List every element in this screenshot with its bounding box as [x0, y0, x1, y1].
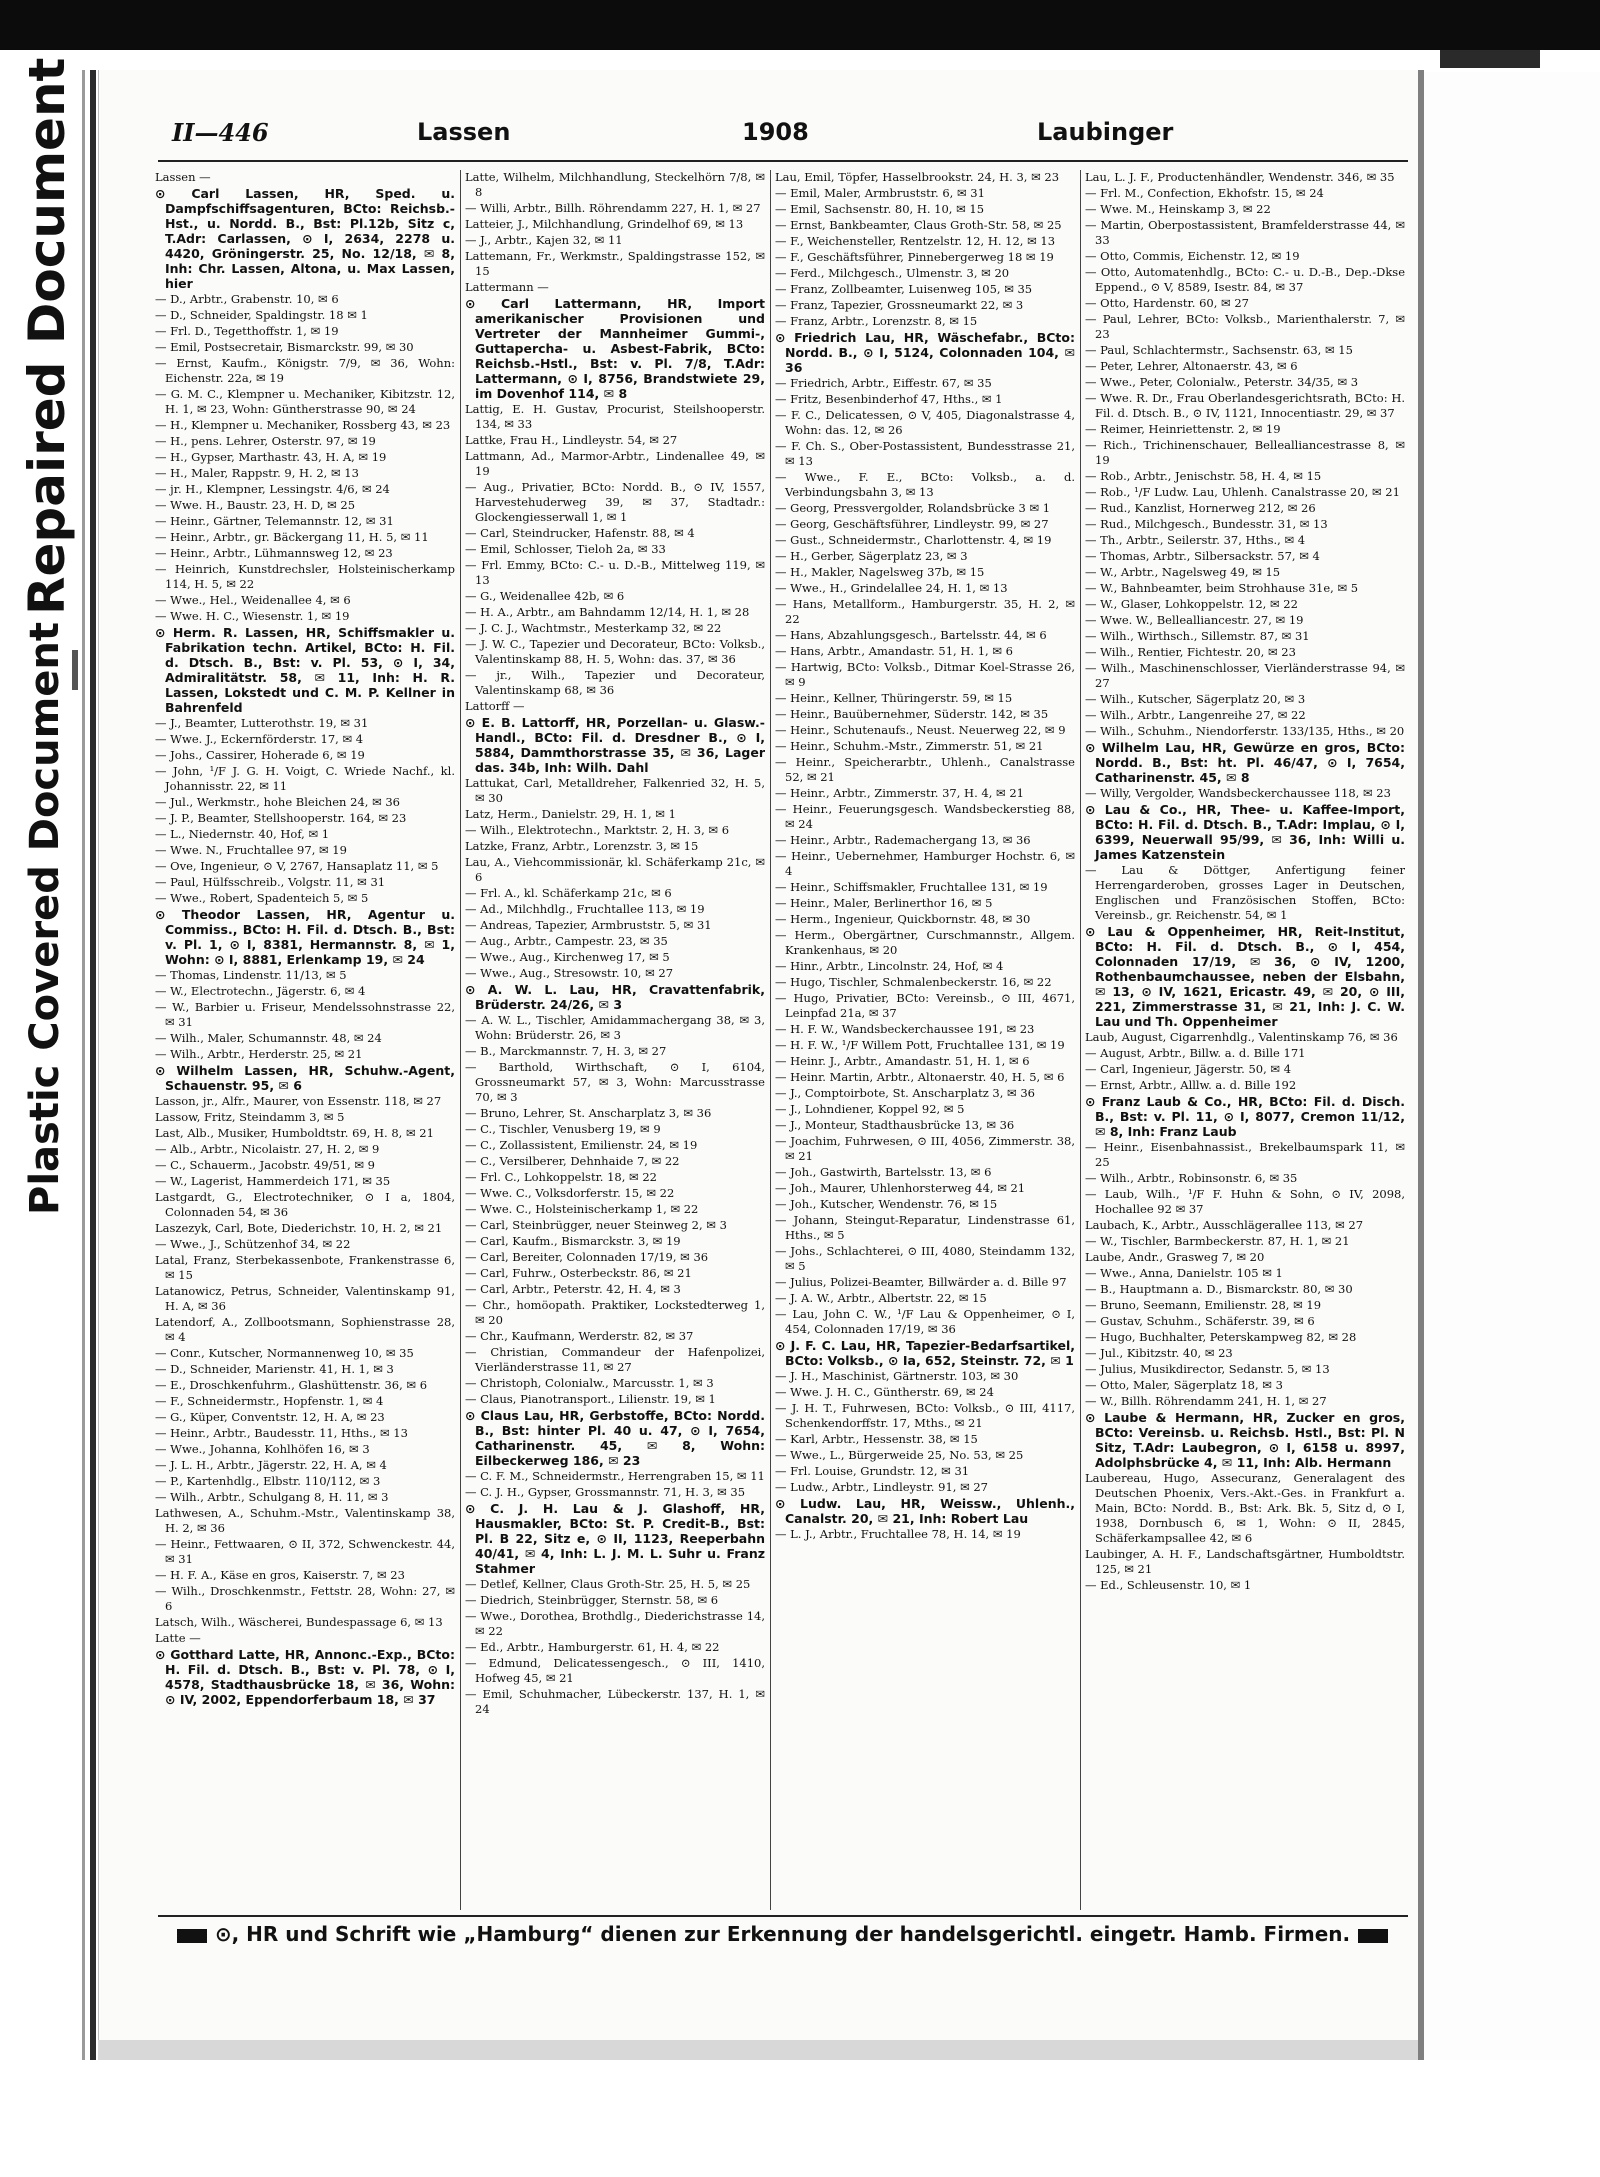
directory-year: 1908: [742, 118, 809, 146]
directory-entry: — W., Electrotechn., Jägerstr. 6, ✉ 4: [155, 984, 366, 998]
directory-entry: — Wwe., L., Bürgerweide 25, No. 53, ✉ 25: [775, 1448, 1024, 1462]
directory-entry: — Bruno, Seemann, Emilienstr. 28, ✉ 19: [1085, 1298, 1322, 1312]
directory-entry: — J., Lohndiener, Koppel 92, ✉ 5: [775, 1102, 965, 1116]
directory-entry: — Karl, Arbtr., Hessenstr. 38, ✉ 15: [775, 1432, 978, 1446]
directory-entry: — Reimer, Heinriettenstr. 2, ✉ 19: [1085, 422, 1281, 436]
directory-entry: — Wilh., Arbtr., Schulgang 8, H. 11, ✉ 3: [155, 1490, 389, 1504]
directory-entry: — W., Glaser, Lohkoppelstr. 12, ✉ 22: [1085, 597, 1298, 611]
directory-entry: — Wwe. W., Bellealliancestr. 27, ✉ 19: [1085, 613, 1304, 627]
directory-entry: Lattukat, Carl, Metalldreher, Falkenried 32, H. 5, ✉ 30: [465, 776, 765, 805]
directory-entry: — Wwe. C., Volksdorferstr. 15, ✉ 22: [465, 1186, 675, 1200]
directory-entry: — Wilh., Rentier, Fichtestr. 20, ✉ 23: [1085, 645, 1296, 659]
directory-entry: — Johs., Cassirer, Hoherade 6, ✉ 19: [155, 748, 365, 762]
directory-entry: — Willi, Arbtr., Billh. Röhrendamm 227, H. 1, ✉ 27: [465, 201, 761, 215]
directory-entry: — C., Zollassistent, Emilienstr. 24, ✉ 19: [465, 1138, 698, 1152]
directory-entry: — H., pens. Lehrer, Osterstr. 97, ✉ 19: [155, 434, 376, 448]
directory-entry: — Carl, Bereiter, Colonnaden 17/19, ✉ 36: [465, 1250, 709, 1264]
directory-entry: — Franz, Tapezier, Grossneumarkt 22, ✉ 3: [775, 298, 1024, 312]
directory-entry: — Heinr., Maler, Berlinerthor 16, ✉ 5: [775, 896, 993, 910]
directory-entry: — Christoph, Colonialw., Marcusstr. 1, ✉ 3: [465, 1376, 714, 1390]
directory-entry: — Heinr. J., Arbtr., Amandastr. 51, H. 1, ✉ 6: [775, 1054, 1030, 1068]
directory-entry: — B., Hauptmann a. D., Bismarckstr. 80, ✉ 30: [1085, 1282, 1353, 1296]
directory-entry: — Thomas, Arbtr., Silbersackstr. 57, ✉ 4: [1085, 549, 1320, 563]
directory-entry: Latendorf, A., Zollbootsmann, Sophienstrasse 28, ✉ 4: [155, 1315, 455, 1344]
directory-entry: Laub, August, Cigarrenhdlg., Valentinskamp 76, ✉ 36: [1085, 1030, 1398, 1044]
directory-entry: Latsch, Wilh., Wäscherei, Bundespassage 6, ✉ 13: [155, 1615, 443, 1629]
directory-entry: — Joh., Gastwirth, Bartelsstr. 13, ✉ 6: [775, 1165, 992, 1179]
directory-entry: — Carl, Steinbrügger, neuer Steinweg 2, ✉ 3: [465, 1218, 727, 1232]
directory-entry: — Wwe., Peter, Colonialw., Peterstr. 34/35, ✉ 3: [1085, 375, 1359, 389]
directory-entry: — Jul., Werkmstr., hohe Bleichen 24, ✉ 36: [155, 795, 400, 809]
directory-entry: — D., Arbtr., Grabenstr. 10, ✉ 6: [155, 292, 339, 306]
directory-entry: — Conr., Kutscher, Normannenweg 10, ✉ 35: [155, 1346, 414, 1360]
directory-entry: — Frl. C., Lohkoppelstr. 18, ✉ 22: [465, 1170, 657, 1184]
directory-entry: — F. C., Delicatessen, ⊙ V, 405, Diagonalstrasse 4, Wohn: das. 12, ✉ 26: [775, 408, 1075, 437]
column-divider: [770, 170, 771, 1910]
directory-entry: — J., Arbtr., Kajen 32, ✉ 11: [465, 233, 623, 247]
directory-entry: — Wwe. H. C., Wiesenstr. 1, ✉ 19: [155, 609, 350, 623]
directory-entry: — Wwe. N., Fruchtallee 97, ✉ 19: [155, 843, 347, 857]
directory-entry: — J. H., Maschinist, Gärtnerstr. 103, ✉ 30: [775, 1369, 1019, 1383]
directory-entry: — Wilh., Arbtr., Langenreihe 27, ✉ 22: [1085, 708, 1306, 722]
directory-entry: — Heinr., Bauübernehmer, Süderstr. 142, ✉ 35: [775, 707, 1049, 721]
directory-entry: — A. W. L., Tischler, Amidammachergang 38, ✉ 3, Wohn: Brüderstr. 26, ✉ 3: [465, 1013, 765, 1042]
directory-entry: ⊙ Friedrich Lau, HR, Wäschefabr., BCto: Nordd. B., ⊙ I, 5124, Colonnaden 104, ✉ 36: [775, 330, 1075, 375]
directory-entry: — Ferd., Milchgesch., Ulmenstr. 3, ✉ 20: [775, 266, 1010, 280]
directory-entry: — E., Droschkenfuhrm., Glashüttenstr. 36, ✉ 6: [155, 1378, 428, 1392]
directory-entry: — Chr., homöopath. Praktiker, Lockstedterweg 1, ✉ 20: [465, 1298, 765, 1327]
directory-entry: — Carl, Kaufm., Bismarckstr. 3, ✉ 19: [465, 1234, 681, 1248]
directory-entry: — Heinr., Arbtr., Zimmerstr. 37, H. 4, ✉ 21: [775, 786, 1024, 800]
directory-entry: — Julius, Musikdirector, Sedanstr. 5, ✉ 13: [1085, 1362, 1330, 1376]
pointing-hand-icon: [177, 1929, 207, 1943]
directory-entry: — Franz, Zollbeamter, Luisenweg 105, ✉ 35: [775, 282, 1033, 296]
directory-entry: Lattemann, Fr., Werkmstr., Spaldingstrasse 152, ✉ 15: [465, 249, 765, 278]
directory-entry: — Emil, Postsecretair, Bismarckstr. 99, ✉ 30: [155, 340, 414, 354]
directory-entry: — Heinr., Arbtr., Rademachergang 13, ✉ 36: [775, 833, 1031, 847]
column-divider: [460, 170, 461, 1910]
directory-entry: — Wilh., Arbtr., Robinsonstr. 6, ✉ 35: [1085, 1171, 1298, 1185]
directory-entry: — Carl, Arbtr., Peterstr. 42, H. 4, ✉ 3: [465, 1282, 681, 1296]
directory-entry: — Wwe., F. E., BCto: Volksb., a. d. Verbindungsbahn 3, ✉ 13: [775, 470, 1075, 499]
directory-entry: — Edmund, Delicatessengesch., ⊙ III, 1410, Hofweg 45, ✉ 21: [465, 1656, 765, 1685]
directory-entry: — Wilh., Droschkenmstr., Fettstr. 28, Wohn: 27, ✉ 6: [155, 1584, 455, 1613]
directory-entry: — Fritz, Besenbinderhof 47, Hths., ✉ 1: [775, 392, 1003, 406]
directory-entry: — Wwe. C., Holsteinischerkamp 1, ✉ 22: [465, 1202, 699, 1216]
directory-entry: — Emil, Maler, Armbruststr. 6, ✉ 31: [775, 186, 985, 200]
directory-entry: ⊙ Gotthard Latte, HR, Annonc.-Exp., BCto: H. Fil. d. Dtsch. B., Bst: v. Pl. 78, ⊙ I, 4578, Stadthausbrücke 18, ✉ 36, Wohn: ⊙ IV, 2002, Eppendorferbaum 18, ✉ 37: [155, 1647, 455, 1707]
directory-entry: — Laub, Wilh., ¹/F F. Huhn & Sohn, ⊙ IV, 2098, Hochallee 92 ✉ 37: [1085, 1187, 1405, 1216]
directory-entry: — Heinr., Gärtner, Telemannstr. 12, ✉ 31: [155, 514, 394, 528]
adjacent-page: [1424, 72, 1600, 2060]
directory-entry: — Frl. Louise, Grundstr. 12, ✉ 31: [775, 1464, 970, 1478]
directory-entry: — F., Geschäftsführer, Pinnebergerweg 18 ✉ 19: [775, 250, 1054, 264]
directory-entry: Lau, A., Viehcommissionär, kl. Schäferkamp 21c, ✉ 6: [465, 855, 765, 884]
directory-entry: — F. Ch. S., Ober-Postassistent, Bundesstrasse 21, ✉ 13: [775, 439, 1075, 468]
directory-entry: — Georg, Pressvergolder, Rolandsbrücke 3 ✉ 1: [775, 501, 1051, 515]
directory-entry: ⊙ Carl Lassen, HR, Sped. u. Dampfschiffsagenturen, BCto: Reichsb.-Hst., u. Nordd. B., Bst: Pl.12b, Sitz c, T.Adr: Carlassen, ⊙ I, 2634, 2278 u. 4420, Gröningerstr. 25, No. 12/18, ✉ 8, Inh: Chr. Lassen, Altona, u. Max Lassen, hier: [155, 186, 455, 291]
directory-entry: — Heinr., Schuhm.-Mstr., Zimmerstr. 51, ✉ 21: [775, 739, 1044, 753]
directory-entry: — H., Maler, Rappstr. 9, H. 2, ✉ 13: [155, 466, 359, 480]
column-2: [465, 170, 765, 1910]
footer-rule: [158, 1915, 1408, 1917]
directory-entry: Last, Alb., Musiker, Humboldtstr. 69, H. 8, ✉ 21: [155, 1126, 434, 1140]
directory-entry: — Heinr., Arbtr., Lühmannsweg 12, ✉ 23: [155, 546, 393, 560]
directory-entry: — August, Arbtr., Billw. a. d. Bille 171: [1085, 1046, 1306, 1060]
directory-entry: Laubach, K., Arbtr., Ausschlägerallee 113, ✉ 27: [1085, 1218, 1364, 1232]
directory-entry: — W., Lagerist, Hammerdeich 171, ✉ 35: [155, 1174, 391, 1188]
directory-entry: — Andreas, Tapezier, Armbruststr. 5, ✉ 31: [465, 918, 712, 932]
directory-entry: — Heinrich, Kunstdrechsler, Holsteinischerkamp 114, H. 5, ✉ 22: [155, 562, 455, 591]
directory-entry: — Wwe., Aug., Kirchenweg 17, ✉ 5: [465, 950, 670, 964]
directory-entry: — Gust., Schneidermstr., Charlottenstr. 4, ✉ 19: [775, 533, 1052, 547]
directory-entry: — Emil, Sachsenstr. 80, H. 10, ✉ 15: [775, 202, 985, 216]
directory-entry: ⊙ Wilhelm Lau, HR, Gewürze en gros, BCto: Nordd. B., Bst: ht. Pl. 46/47, ⊙ I, 7654, Catharinenstr. 45, ✉ 8: [1085, 740, 1405, 785]
running-head: [172, 118, 1412, 152]
side-tab-marker: [72, 650, 78, 690]
directory-entry: — Frl. D., Tegetthoffstr. 1, ✉ 19: [155, 324, 339, 338]
directory-entry: ⊙ A. W. L. Lau, HR, Cravattenfabrik, Brüderstr. 24/26, ✉ 3: [465, 982, 765, 1012]
directory-entry: ⊙ J. F. C. Lau, HR, Tapezier-Bedarfsartikel, BCto: Volksb., ⊙ Ia, 652, Steinstr. 72, ✉ 1: [775, 1338, 1075, 1368]
pointing-hand-icon: [1358, 1929, 1388, 1943]
directory-entry: — Julius, Polizei-Beamter, Billwärder a. d. Bille 97: [775, 1275, 1067, 1289]
directory-entry: — Herm., Obergärtner, Curschmannstr., Allgem. Krankenhaus, ✉ 20: [775, 928, 1075, 957]
directory-entry: — Carl, Ingenieur, Jägerstr. 50, ✉ 4: [1085, 1062, 1292, 1076]
directory-entry: — Ad., Milchhdlg., Fruchtallee 113, ✉ 19: [465, 902, 705, 916]
directory-entry: — Otto, Hardenstr. 60, ✉ 27: [1085, 296, 1249, 310]
directory-entry: — D., Schneider, Marienstr. 41, H. 1, ✉ 3: [155, 1362, 394, 1376]
directory-entry: — Gustav, Schuhm., Schäferstr. 39, ✉ 6: [1085, 1314, 1315, 1328]
directory-entry: — Hans, Metallform., Hamburgerstr. 35, H. 2, ✉ 22: [775, 597, 1075, 626]
directory-entry: Lattmann, Ad., Marmor-Arbtr., Lindenallee 49, ✉ 19: [465, 449, 765, 478]
directory-entry: — Emil, Schlosser, Tieloh 2a, ✉ 33: [465, 542, 666, 556]
directory-entry: — Wwe., Anna, Danielstr. 105 ✉ 1: [1085, 1266, 1283, 1280]
directory-entry: — Wilh., Maschinenschlosser, Vierländerstrasse 94, ✉ 27: [1085, 661, 1405, 690]
directory-entry: — Johann, Steingut-Reparatur, Lindenstrasse 61, Hths., ✉ 5: [775, 1213, 1075, 1242]
directory-entry: — Heinr., Schutenaufs., Neust. Neuerweg 22, ✉ 9: [775, 723, 1066, 737]
directory-entry: — Martin, Oberpostassistent, Bramfelderstrasse 44, ✉ 33: [1085, 218, 1405, 247]
directory-entry: — W., Arbtr., Nagelsweg 49, ✉ 15: [1085, 565, 1281, 579]
directory-entry: — Wwe., Johanna, Kohlhöfen 16, ✉ 3: [155, 1442, 370, 1456]
directory-entry: — C. J. H., Gypser, Grossmannstr. 71, H. 3, ✉ 35: [465, 1485, 746, 1499]
directory-entry: — F., Schneidermstr., Hopfenstr. 1, ✉ 4: [155, 1394, 384, 1408]
last-entry-word: Laubinger: [1037, 118, 1174, 146]
directory-entry: — Claus, Pianotransport., Lilienstr. 19, ✉ 1: [465, 1392, 716, 1406]
directory-entry: — Otto, Commis, Eichenstr. 12, ✉ 19: [1085, 249, 1300, 263]
directory-entry: — H., Gerber, Sägerplatz 23, ✉ 3: [775, 549, 968, 563]
directory-entry: Latz, Herm., Danielstr. 29, H. 1, ✉ 1: [465, 807, 676, 821]
directory-entry: — Ernst, Bankbeamter, Claus Groth-Str. 58, ✉ 25: [775, 218, 1062, 232]
directory-entry: Laubinger, A. H. F., Landschaftsgärtner, Humboldtstr. 125, ✉ 21: [1085, 1547, 1405, 1576]
directory-entry: — Herm., Ingenieur, Quickbornstr. 48, ✉ 30: [775, 912, 1031, 926]
directory-entry: — Heinr., Kellner, Thüringerstr. 59, ✉ 15: [775, 691, 1013, 705]
directory-entry: — Ed., Schleusenstr. 10, ✉ 1: [1085, 1578, 1252, 1592]
directory-entry: — G., Weidenallee 42b, ✉ 6: [465, 589, 625, 603]
directory-entry: Latal, Franz, Sterbekassenbote, Frankenstrasse 6, ✉ 15: [155, 1253, 455, 1282]
directory-entry: — Ed., Arbtr., Hamburgerstr. 61, H. 4, ✉ 22: [465, 1640, 720, 1654]
directory-entry: — Paul, Lehrer, BCto: Volksb., Marienthalerstr. 7, ✉ 23: [1085, 312, 1405, 341]
scanner-tab: [1440, 50, 1540, 68]
directory-entry: — Wwe., Hel., Weidenallee 4, ✉ 6: [155, 593, 351, 607]
directory-entry: — C., Schauerm., Jacobstr. 49/51, ✉ 9: [155, 1158, 375, 1172]
directory-entry: — H., Makler, Nagelsweg 37b, ✉ 15: [775, 565, 985, 579]
directory-entry: — Willy, Vergolder, Wandsbeckerchaussee 118, ✉ 23: [1085, 786, 1391, 800]
directory-entry: ⊙ Ludw. Lau, HR, Weissw., Uhlenh., Canalstr. 20, ✉ 21, Inh: Robert Lau: [775, 1496, 1075, 1526]
directory-entry: — Hugo, Tischler, Schmalenbeckerstr. 16, ✉ 22: [775, 975, 1052, 989]
header-rule: [158, 160, 1408, 162]
directory-entry: ⊙ Carl Lattermann, HR, Import amerikanischer Provisionen und Vertreter der Mannheimer Gummi-, Guttapercha- u. Asbest-Fabrik, BCto: Reichsb.-Hstl., Bst: v. Pl. 7/8, T.Adr: Lattermann, ⊙ I, 8756, Brandstwiete 29, im Dovenhof 114, ✉ 8: [465, 296, 765, 401]
directory-entry: — J., Comptoirbote, St. Anscharplatz 3, ✉ 36: [775, 1086, 1035, 1100]
scanner-top-band: [0, 0, 1600, 50]
directory-entry: Latanowicz, Petrus, Schneider, Valentinskamp 91, H. A, ✉ 36: [155, 1284, 455, 1313]
directory-entry: — G. M. C., Klempner u. Mechaniker, Kibitzstr. 12, H. 1, ✉ 23, Wohn: Güntherstrasse 90, ✉ 24: [155, 387, 455, 416]
directory-entry: — J. C. J., Wachtmstr., Mesterkamp 32, ✉ 22: [465, 621, 722, 635]
directory-entry: Lathwesen, A., Schuhm.-Mstr., Valentinskamp 38, H. 2, ✉ 36: [155, 1506, 455, 1535]
directory-entry: — Wwe., Robert, Spadenteich 5, ✉ 5: [155, 891, 369, 905]
directory-entry: — jr., Wilh., Tapezier und Decorateur, Valentinskamp 68, ✉ 36: [465, 668, 765, 697]
directory-entry: — Heinr., Fettwaaren, ⊙ II, 372, Schwenckestr. 44, ✉ 31: [155, 1537, 455, 1566]
directory-entry: — Hinr., Arbtr., Lincolnstr. 24, Hof, ✉ 4: [775, 959, 1004, 973]
directory-entry: — Johs., Schlachterei, ⊙ III, 4080, Steindamm 132, ✉ 5: [775, 1244, 1075, 1273]
directory-entry: — J., Monteur, Stadthausbrücke 13, ✉ 36: [775, 1118, 1015, 1132]
directory-entry: — Wwe., Dorothea, Brothdlg., Diederichstrasse 14, ✉ 22: [465, 1609, 765, 1638]
directory-entry: ⊙ Claus Lau, HR, Gerbstoffe, BCto: Nordd. B., Bst: hinter Pl. 40 u. 47, ⊙ I, 7654, Catharinenstr. 45, ✉ 8, Wohn: Eilbeckerweg 186, ✉ 23: [465, 1408, 765, 1468]
directory-entry: — W., Tischler, Barmbeckerstr. 87, H. 1, ✉ 21: [1085, 1234, 1350, 1248]
directory-entry: — Hartwig, BCto: Volksb., Ditmar Koel-Strasse 26, ✉ 9: [775, 660, 1075, 689]
directory-entry: — Friedrich, Arbtr., Eiffestr. 67, ✉ 35: [775, 376, 992, 390]
directory-entry: — Alb., Arbtr., Nicolaistr. 27, H. 2, ✉ 9: [155, 1142, 380, 1156]
directory-entry: — W., Barbier u. Friseur, Mendelssohnstrasse 22, ✉ 31: [155, 1000, 455, 1029]
directory-entry: — Wilh., Arbtr., Herderstr. 25, ✉ 21: [155, 1047, 363, 1061]
directory-entry: Lattig, E. H. Gustav, Procurist, Steilshooperstr. 134, ✉ 33: [465, 402, 765, 431]
directory-entry: — Wilh., Maler, Schumannstr. 48, ✉ 24: [155, 1031, 382, 1045]
directory-entry: — W., Billh. Röhrendamm 241, H. 1, ✉ 27: [1085, 1394, 1327, 1408]
directory-entry: — H., Klempner u. Mechaniker, Rossberg 43, ✉ 23: [155, 418, 451, 432]
directory-entry: — H., Gypser, Marthastr. 43, H. A, ✉ 19: [155, 450, 387, 464]
directory-entry: — Hans, Arbtr., Amandastr. 51, H. 1, ✉ 6: [775, 644, 1013, 658]
directory-entry: — Heinr., Arbtr., gr. Bäckergang 11, H. 5, ✉ 11: [155, 530, 429, 544]
page-number: II—446: [172, 118, 269, 147]
column-4: [1085, 170, 1405, 1910]
first-entry-word: Lassen: [417, 118, 511, 146]
column-divider: [1080, 170, 1081, 1910]
directory-entry: Laube, Andr., Grasweg 7, ✉ 20: [1085, 1250, 1265, 1264]
directory-entry: — Thomas, Lindenstr. 11/13, ✉ 5: [155, 968, 347, 982]
directory-entry: — Heinr. Martin, Arbtr., Altonaerstr. 40, H. 5, ✉ 6: [775, 1070, 1065, 1084]
directory-entry: ⊙ Herm. R. Lassen, HR, Schiffsmakler u. Fabrikation techn. Artikel, BCto: H. Fil. d. Dtsch. B., Bst: v. Pl. 53, ⊙ I, 34, Admiralitätstr. 58, ✉ 11, Inh: H. R. Lassen, Lokstedt und C. M. P. Kellner in Bahrenfeld: [155, 625, 455, 715]
directory-entry: — Wilh., Elektrotechn., Marktstr. 2, H. 3, ✉ 6: [465, 823, 730, 837]
directory-entry: — Detlef, Kellner, Claus Groth-Str. 25, H. 5, ✉ 25: [465, 1577, 751, 1591]
directory-entry: — Lau, John C. W., ¹/F Lau & Oppenheimer, ⊙ I, 454, Colonnaden 17/19, ✉ 36: [775, 1307, 1075, 1336]
directory-entry: Latte, Wilhelm, Milchhandlung, Steckelhörn 7/8, ✉ 8: [465, 170, 765, 199]
repaired-document-label: Repaired Document: [18, 57, 76, 615]
directory-columns: [155, 170, 1410, 1910]
directory-entry: — L. J., Arbtr., Fruchtallee 78, H. 14, ✉ 19: [775, 1527, 1021, 1541]
directory-entry: — Otto, Maler, Sägerplatz 18, ✉ 3: [1085, 1378, 1283, 1392]
directory-entry: — Aug., Arbtr., Campestr. 23, ✉ 35: [465, 934, 668, 948]
directory-entry: — Th., Arbtr., Seilerstr. 37, Hths., ✉ 4: [1085, 533, 1306, 547]
directory-entry: — Hugo, Privatier, BCto: Vereinsb., ⊙ III, 4671, Leinpfad 21a, ✉ 37: [775, 991, 1075, 1020]
directory-entry: ⊙ Lau & Oppenheimer, HR, Reit-Institut, BCto: H. Fil. d. Dtsch. B., ⊙ I, 454, Colonnaden 17/19, ✉ 36, ⊙ IV, 1200, Rothenbaumchaussee, neben der Elsbahn, ✉ 13, ⊙ IV, 1621, Ericastr. 49, ✉ 20, ⊙ III, 221, Zimmerstrasse 31, ✉ 21, Inh: J. C. W. Lau und Th. Oppenheimer: [1085, 924, 1405, 1029]
directory-entry: Latzke, Franz, Arbtr., Lorenzstr. 3, ✉ 15: [465, 839, 699, 853]
directory-entry: — Joh., Kutscher, Wendenstr. 76, ✉ 15: [775, 1197, 998, 1211]
directory-entry: Lastgardt, G., Electrotechniker, ⊙ I a, 1804, Colonnaden 54, ✉ 36: [155, 1190, 455, 1219]
directory-entry: — Frl. M., Confection, Ekhofstr. 15, ✉ 24: [1085, 186, 1324, 200]
directory-entry: — J. L. H., Arbtr., Jägerstr. 22, H. A, ✉ 4: [155, 1458, 387, 1472]
directory-entry: — Wwe. J. H. C., Güntherstr. 69, ✉ 24: [775, 1385, 994, 1399]
page-bottom-shadow: [98, 2040, 1418, 2060]
directory-entry: — Ernst, Arbtr., Alllw. a. d. Bille 192: [1085, 1078, 1297, 1092]
directory-entry: — Paul, Hülfsschreib., Volgstr. 11, ✉ 31: [155, 875, 386, 889]
directory-entry: — Heinr., Arbtr., Baudesstr. 11, Hths., ✉ 13: [155, 1426, 408, 1440]
directory-entry: — B., Marckmannstr. 7, H. 3, ✉ 27: [465, 1044, 667, 1058]
directory-entry: — Rob., ¹/F Ludw. Lau, Uhlenh. Canalstrasse 20, ✉ 21: [1085, 485, 1400, 499]
directory-entry: Laszezyk, Carl, Bote, Diederichstr. 10, H. 2, ✉ 21: [155, 1221, 443, 1235]
directory-entry: — Otto, Automatenhdlg., BCto: C.- u. D.-B., Dep.-Dkse Eppend., ⊙ V, 8589, Isestr. 84, ✉ 37: [1085, 265, 1405, 294]
directory-entry: Laubereau, Hugo, Assecuranz, Generalagent des Deutschen Phoenix, Vers.-Akt.-Ges. in Frankfurt a. Main, BCto: Nordd. B., Bst: Ark. Bk. 5, Sitz d, ⊙ I, 1938, Dornbusch 6, ✉ 1, Wohn: ⊙ II, 2845, Schäferkampsallee 42, ✉ 6: [1085, 1471, 1405, 1545]
directory-entry: — Heinr., Eisenbahnassist., Brekelbaumspark 11, ✉ 25: [1085, 1140, 1405, 1169]
directory-entry: — Carl, Fuhrw., Osterbeckstr. 86, ✉ 21: [465, 1266, 692, 1280]
footer-text: ⊙, HR und Schrift wie „Hamburg“ dienen zur Erkennung der handelsgerichtl. eingetr. Hamb. Firmen.: [214, 1922, 1351, 1946]
directory-entry: — H. F. W., ¹/F Willem Pott, Fruchtallee 131, ✉ 19: [775, 1038, 1065, 1052]
directory-entry: — Christian, Commandeur der Hafenpolizei, Vierländerstrasse 11, ✉ 27: [465, 1345, 765, 1374]
directory-entry: — Heinr., Schiffsmakler, Fruchtallee 131, ✉ 19: [775, 880, 1048, 894]
directory-entry: — Frl. A., kl. Schäferkamp 21c, ✉ 6: [465, 886, 672, 900]
directory-entry: — Ernst, Kaufm., Königstr. 7/9, ✉ 36, Wohn: Eichenstr. 22a, ✉ 19: [155, 356, 455, 385]
directory-entry: — Carl, Steindrucker, Hafenstr. 88, ✉ 4: [465, 526, 695, 540]
directory-entry: — Franz, Arbtr., Lorenzstr. 8, ✉ 15: [775, 314, 978, 328]
directory-entry: — H. F. A., Käse en gros, Kaiserstr. 7, ✉ 23: [155, 1568, 405, 1582]
directory-entry: — Heinr., Feuerungsgesch. Wandsbeckerstieg 88, ✉ 24: [775, 802, 1075, 831]
directory-entry: — Hans, Abzahlungsgesch., Bartelsstr. 44, ✉ 6: [775, 628, 1047, 642]
directory-entry: — Frl. Emmy, BCto: C.- u. D.-B., Mittelweg 119, ✉ 13: [465, 558, 765, 587]
directory-entry: — Ludw., Arbtr., Lindleystr. 91, ✉ 27: [775, 1480, 988, 1494]
directory-entry: ⊙ Lau & Co., HR, Thee- u. Kaffee-Import, BCto: H. Fil. d. Dtsch. B., T.Adr: Implau, ⊙ I, 6399, Neuerwall 95/99, ✉ 36, Inh: Willi u. James Katzenstein: [1085, 802, 1405, 862]
directory-entry: Latteier, J., Milchhandlung, Grindelhof 69, ✉ 13: [465, 217, 744, 231]
directory-entry: Lasson, jr., Alfr., Maurer, von Essenstr. 118, ✉ 27: [155, 1094, 442, 1108]
directory-entry: — Rud., Kanzlist, Hornerweg 212, ✉ 26: [1085, 501, 1316, 515]
directory-entry: — Georg, Geschäftsführer, Lindleystr. 99, ✉ 27: [775, 517, 1049, 531]
directory-entry: ⊙ Wilhelm Lassen, HR, Schuhw.-Agent, Schauenstr. 95, ✉ 6: [155, 1063, 455, 1093]
directory-entry: Lattke, Frau H., Lindleystr. 54, ✉ 27: [465, 433, 678, 447]
directory-entry: — Wilh., Schuhm., Niendorferstr. 133/135, Hths., ✉ 20: [1085, 724, 1405, 738]
directory-entry: — Peter, Lehrer, Altonaerstr. 43, ✉ 6: [1085, 359, 1298, 373]
directory-entry: — G., Küper, Conventstr. 12, H. A, ✉ 23: [155, 1410, 385, 1424]
directory-entry: — Wwe. M., Heinskamp 3, ✉ 22: [1085, 202, 1271, 216]
directory-entry: — Hugo, Buchhalter, Peterskampweg 82, ✉ 28: [1085, 1330, 1357, 1344]
directory-entry: — J. H. T., Fuhrwesen, BCto: Volksb., ⊙ III, 4117, Schenkendorffstr. 17, Mths., ✉ 21: [775, 1401, 1075, 1430]
directory-entry: ⊙ Franz Laub & Co., HR, BCto: Fil. d. Disch. B., Bst: v. Pl. 11, ⊙ I, 8077, Cremon 11/12, ✉ 8, Inh: Franz Laub: [1085, 1094, 1405, 1139]
directory-entry: — C. F. M., Schneidermstr., Herrengraben 15, ✉ 11: [465, 1469, 765, 1483]
directory-entry: — D., Schneider, Spaldingstr. 18 ✉ 1: [155, 308, 368, 322]
directory-entry: — C., Versilberer, Dehnhaide 7, ✉ 22: [465, 1154, 680, 1168]
directory-entry: — Wilh., Wirthsch., Sillemstr. 87, ✉ 31: [1085, 629, 1310, 643]
directory-entry: — Barthold, Wirthschaft, ⊙ I, 6104, Grossneumarkt 57, ✉ 3, Wohn: Marcusstrasse 70, ✉ 3: [465, 1060, 765, 1104]
directory-entry: — Wwe., H., Grindelallee 24, H. 1, ✉ 13: [775, 581, 1008, 595]
directory-entry: — Joh., Maurer, Uhlenhorsterweg 44, ✉ 21: [775, 1181, 1026, 1195]
directory-entry: Lau, Emil, Töpfer, Hasselbrookstr. 24, H. 3, ✉ 23: [775, 170, 1060, 184]
directory-entry: — John, ¹/F J. G. H. Voigt, C. Wriede Nachf., kl. Johannisstr. 22, ✉ 11: [155, 764, 455, 793]
directory-entry: — Aug., Privatier, BCto: Nordd. B., ⊙ IV, 1557, Harvestehuderweg 39, ✉ 37, Stadtadr.: Glockengiesserwall 1, ✉ 1: [465, 480, 765, 524]
directory-entry: ⊙ E. B. Lattorff, HR, Porzellan- u. Glasw.-Handl., BCto: Fil. d. Dresdner B., ⊙ I, 5884, Dammthorstrasse 35, ✉ 36, Lager das. 34b, Inh: Wilh. Dahl: [465, 715, 765, 775]
column-3: [775, 170, 1075, 1910]
directory-entry: Lau, L. J. F., Productenhändler, Wendenstr. 346, ✉ 35: [1085, 170, 1395, 184]
directory-entry: — H. F. W., Wandsbeckerchaussee 191, ✉ 23: [775, 1022, 1035, 1036]
directory-entry: — Wwe., J., Schützenhof 34, ✉ 22: [155, 1237, 351, 1251]
directory-entry: — Paul, Schlachtermstr., Sachsenstr. 63, ✉ 15: [1085, 343, 1353, 357]
directory-entry: — Diedrich, Steinbrügger, Sternstr. 58, ✉ 6: [465, 1593, 719, 1607]
column-1: [155, 170, 455, 1910]
directory-entry: Lassow, Fritz, Steindamm 3, ✉ 5: [155, 1110, 345, 1124]
directory-entry: — Heinr., Uebernehmer, Hamburger Hochstr. 6, ✉ 4: [775, 849, 1075, 878]
binder-strip: [90, 70, 96, 2060]
directory-entry: — Rob., Arbtr., Jenischstr. 58, H. 4, ✉ 15: [1085, 469, 1322, 483]
directory-entry: — Emil, Schuhmacher, Lübeckerstr. 137, H. 1, ✉ 24: [465, 1687, 765, 1716]
directory-entry: — Joachim, Fuhrwesen, ⊙ III, 4056, Zimmerstr. 38, ✉ 21: [775, 1134, 1075, 1163]
directory-entry: — F., Weichensteller, Rentzelstr. 12, H. 12, ✉ 13: [775, 234, 1056, 248]
directory-entry: Lattermann —: [465, 280, 549, 294]
directory-entry: — J., Beamter, Lutterothstr. 19, ✉ 31: [155, 716, 369, 730]
directory-entry: Lattorff —: [465, 699, 525, 713]
directory-entry: — Rud., Milchgesch., Bundesstr. 31, ✉ 13: [1085, 517, 1328, 531]
directory-entry: Lassen —: [155, 170, 211, 184]
directory-entry: — Wwe. H., Baustr. 23, H. D, ✉ 25: [155, 498, 356, 512]
directory-entry: — J. A. W., Arbtr., Albertstr. 22, ✉ 15: [775, 1291, 987, 1305]
directory-entry: — J. W. C., Tapezier und Decorateur, BCto: Volksb., Valentinskamp 88, H. 5, Wohn: das. 37, ✉ 36: [465, 637, 765, 666]
directory-entry: Latte —: [155, 1631, 201, 1645]
directory-entry: — Wwe. J., Eckernförderstr. 17, ✉ 4: [155, 732, 364, 746]
footer-note: [160, 1922, 1405, 1946]
directory-entry: — L., Niedernstr. 40, Hof, ✉ 1: [155, 827, 330, 841]
directory-entry: — H. A., Arbtr., am Bahndamm 12/14, H. 1, ✉ 28: [465, 605, 750, 619]
directory-entry: — W., Bahnbeamter, beim Strohhause 31e, ✉ 5: [1085, 581, 1359, 595]
directory-entry: — Lau & Döttger, Anfertigung feiner Herrengarderoben, grosses Lager in Deutschen, Englischen und Französischen Stoffen, BCto: Vereinsb., gr. Reichenstr. 54, ✉ 1: [1085, 863, 1405, 922]
directory-entry: ⊙ Theodor Lassen, HR, Agentur u. Commiss., BCto: H. Fil. d. Dtsch. B., Bst: v. Pl. 1, ⊙ I, 8381, Hermannstr. 8, ✉ 1, Wohn: ⊙ I, 8881, Erlenkamp 19, ✉ 24: [155, 907, 455, 967]
directory-entry: — Heinr., Speicherarbtr., Uhlenh., Canalstrasse 52, ✉ 21: [775, 755, 1075, 784]
directory-entry: — P., Kartenhdlg., Elbstr. 110/112, ✉ 3: [155, 1474, 381, 1488]
plastic-covered-label: Plastic Covered Document: [22, 621, 68, 1215]
directory-entry: — Bruno, Lehrer, St. Anscharplatz 3, ✉ 36: [465, 1106, 712, 1120]
directory-entry: — Ove, Ingenieur, ⊙ V, 2767, Hansaplatz 11, ✉ 5: [155, 859, 439, 873]
binder-shadow: [82, 70, 85, 2060]
directory-entry: — Jul., Kibitzstr. 40, ✉ 23: [1085, 1346, 1233, 1360]
directory-entry: — Wwe., Aug., Stresowstr. 10, ✉ 27: [465, 966, 674, 980]
directory-entry: — Wilh., Kutscher, Sägerplatz 20, ✉ 3: [1085, 692, 1306, 706]
directory-entry: — C., Tischler, Venusberg 19, ✉ 9: [465, 1122, 661, 1136]
directory-entry: — Chr., Kaufmann, Werderstr. 82, ✉ 37: [465, 1329, 694, 1343]
directory-entry: — Rich., Trichinenschauer, Bellealliancestrasse 8, ✉ 19: [1085, 438, 1405, 467]
directory-entry: — J. P., Beamter, Stellshooperstr. 164, ✉ 23: [155, 811, 407, 825]
directory-entry: — Wwe. R. Dr., Frau Oberlandesgerichtsrath, BCto: H. Fil. d. Dtsch. B., ⊙ IV, 1121, Innocentiastr. 29, ✉ 37: [1085, 391, 1405, 420]
directory-entry: — jr. H., Klempner, Lessingstr. 4/6, ✉ 24: [155, 482, 390, 496]
directory-entry: ⊙ C. J. H. Lau & J. Glashoff, HR, Hausmakler, BCto: St. P. Credit-B., Bst: Pl. B 22, Sitz e, ⊙ II, 1123, Reeperbahn 40/41, ✉ 4, Inh: L. J. M. L. Suhr u. Franz Stahmer: [465, 1501, 765, 1576]
directory-entry: ⊙ Laube & Hermann, HR, Zucker en gros, BCto: Vereinsb. u. Reichsb. Hstl., Bst: Pl. N Sitz, T.Adr: Laubegron, ⊙ I, 6158 u. 8997, Adolphsbrücke 4, ✉ 11, Inh: Alb. Hermann: [1085, 1410, 1405, 1470]
